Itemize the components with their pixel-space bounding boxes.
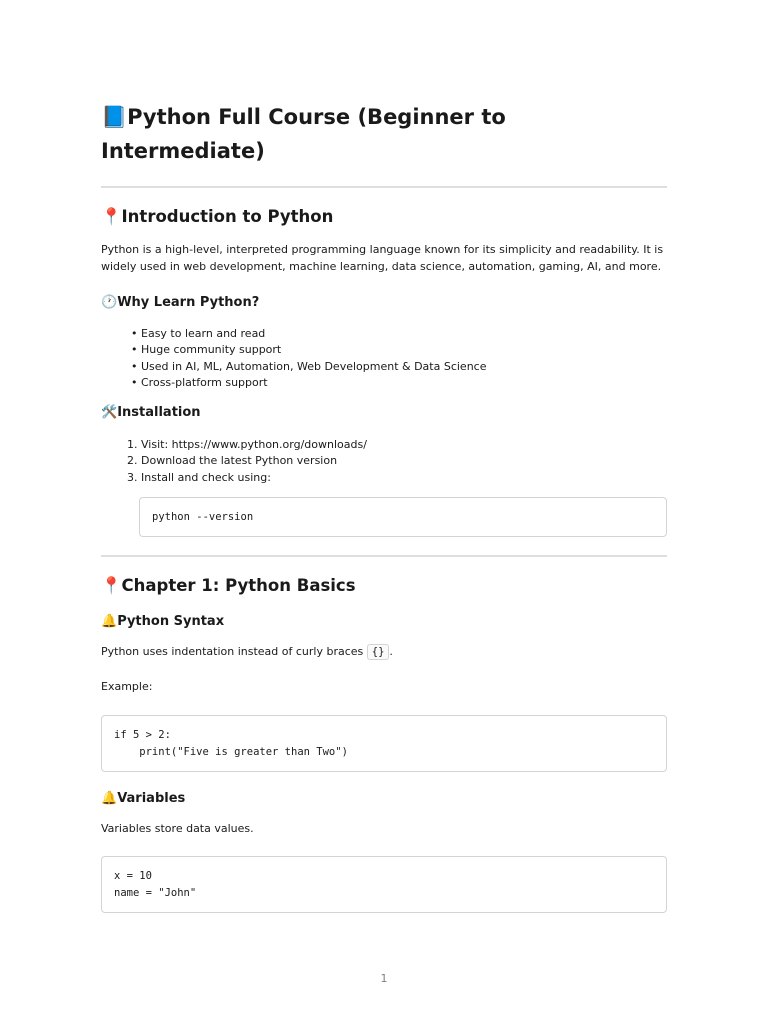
bell-icon: 🔔: [101, 614, 118, 629]
divider-chapter1: [101, 555, 667, 557]
heading-python-syntax-text: Python Syntax: [117, 614, 225, 629]
heading-variables-text: Variables: [117, 791, 186, 806]
list-item: • Used in AI, ML, Automation, Web Development & Data Science: [131, 359, 487, 375]
tools-icon: 🛠️: [101, 405, 118, 420]
syntax-paragraph: Python uses indentation instead of curly braces {} .: [101, 645, 393, 658]
heading-installation: [101, 403, 201, 423]
list-item: 2. Download the latest Python version: [127, 454, 338, 468]
list-item: • Easy to learn and read: [131, 326, 487, 342]
page-title-text: Python Full Course (Beginner to Intermediate): [101, 105, 506, 163]
bullet-mark: •: [131, 359, 138, 373]
heading-python-syntax: [101, 612, 224, 632]
intro-paragraph: Python is a high-level, interpreted programming language known for its simplicity and readability. It is widely used in web development, machine learning, data science, automation, gaming, AI, and more.: [101, 243, 664, 273]
why-learn-list: [131, 326, 487, 392]
pin-icon: 📍: [101, 576, 122, 595]
heading-introduction-text: Introduction to Python: [121, 207, 334, 226]
clock-icon: 🕐: [101, 295, 118, 310]
code-block-version[interactable]: python --version: [139, 497, 667, 537]
list-item: • Huge community support: [131, 342, 487, 358]
heading-why-learn: [101, 293, 259, 313]
code-block-syntax-example[interactable]: if 5 > 2: print("Five is greater than Two"): [101, 715, 667, 772]
bullet-mark: •: [131, 376, 138, 390]
page-title: [101, 100, 667, 168]
list-item: 1. Visit: https://www.python.org/downloads/: [127, 438, 367, 451]
heading-why-learn-text: Why Learn Python?: [117, 295, 260, 310]
bullet-mark: •: [131, 327, 138, 340]
example-label: Example:: [101, 680, 153, 693]
heading-installation-text: Installation: [117, 405, 201, 420]
divider-title: [101, 186, 667, 188]
heading-chapter1: [101, 574, 356, 598]
list-item: • Cross-platform support: [131, 375, 487, 391]
pin-icon: 📍: [101, 207, 122, 226]
inline-code-braces: {}: [367, 644, 390, 660]
heading-chapter1-text: Chapter 1: Python Basics: [121, 576, 356, 595]
heading-variables: [101, 789, 185, 809]
bullet-mark: •: [131, 343, 138, 357]
page-number: 1: [380, 972, 388, 985]
bell-icon: 🔔: [101, 791, 118, 806]
list-item: 3. Install and check using:: [127, 470, 271, 484]
code-block-variables[interactable]: x = 10 name = "John": [101, 856, 667, 913]
installation-steps: [127, 437, 367, 486]
variables-paragraph: Variables store data values.: [101, 822, 254, 835]
heading-introduction: [101, 205, 333, 229]
book-icon: 📘: [101, 105, 128, 129]
